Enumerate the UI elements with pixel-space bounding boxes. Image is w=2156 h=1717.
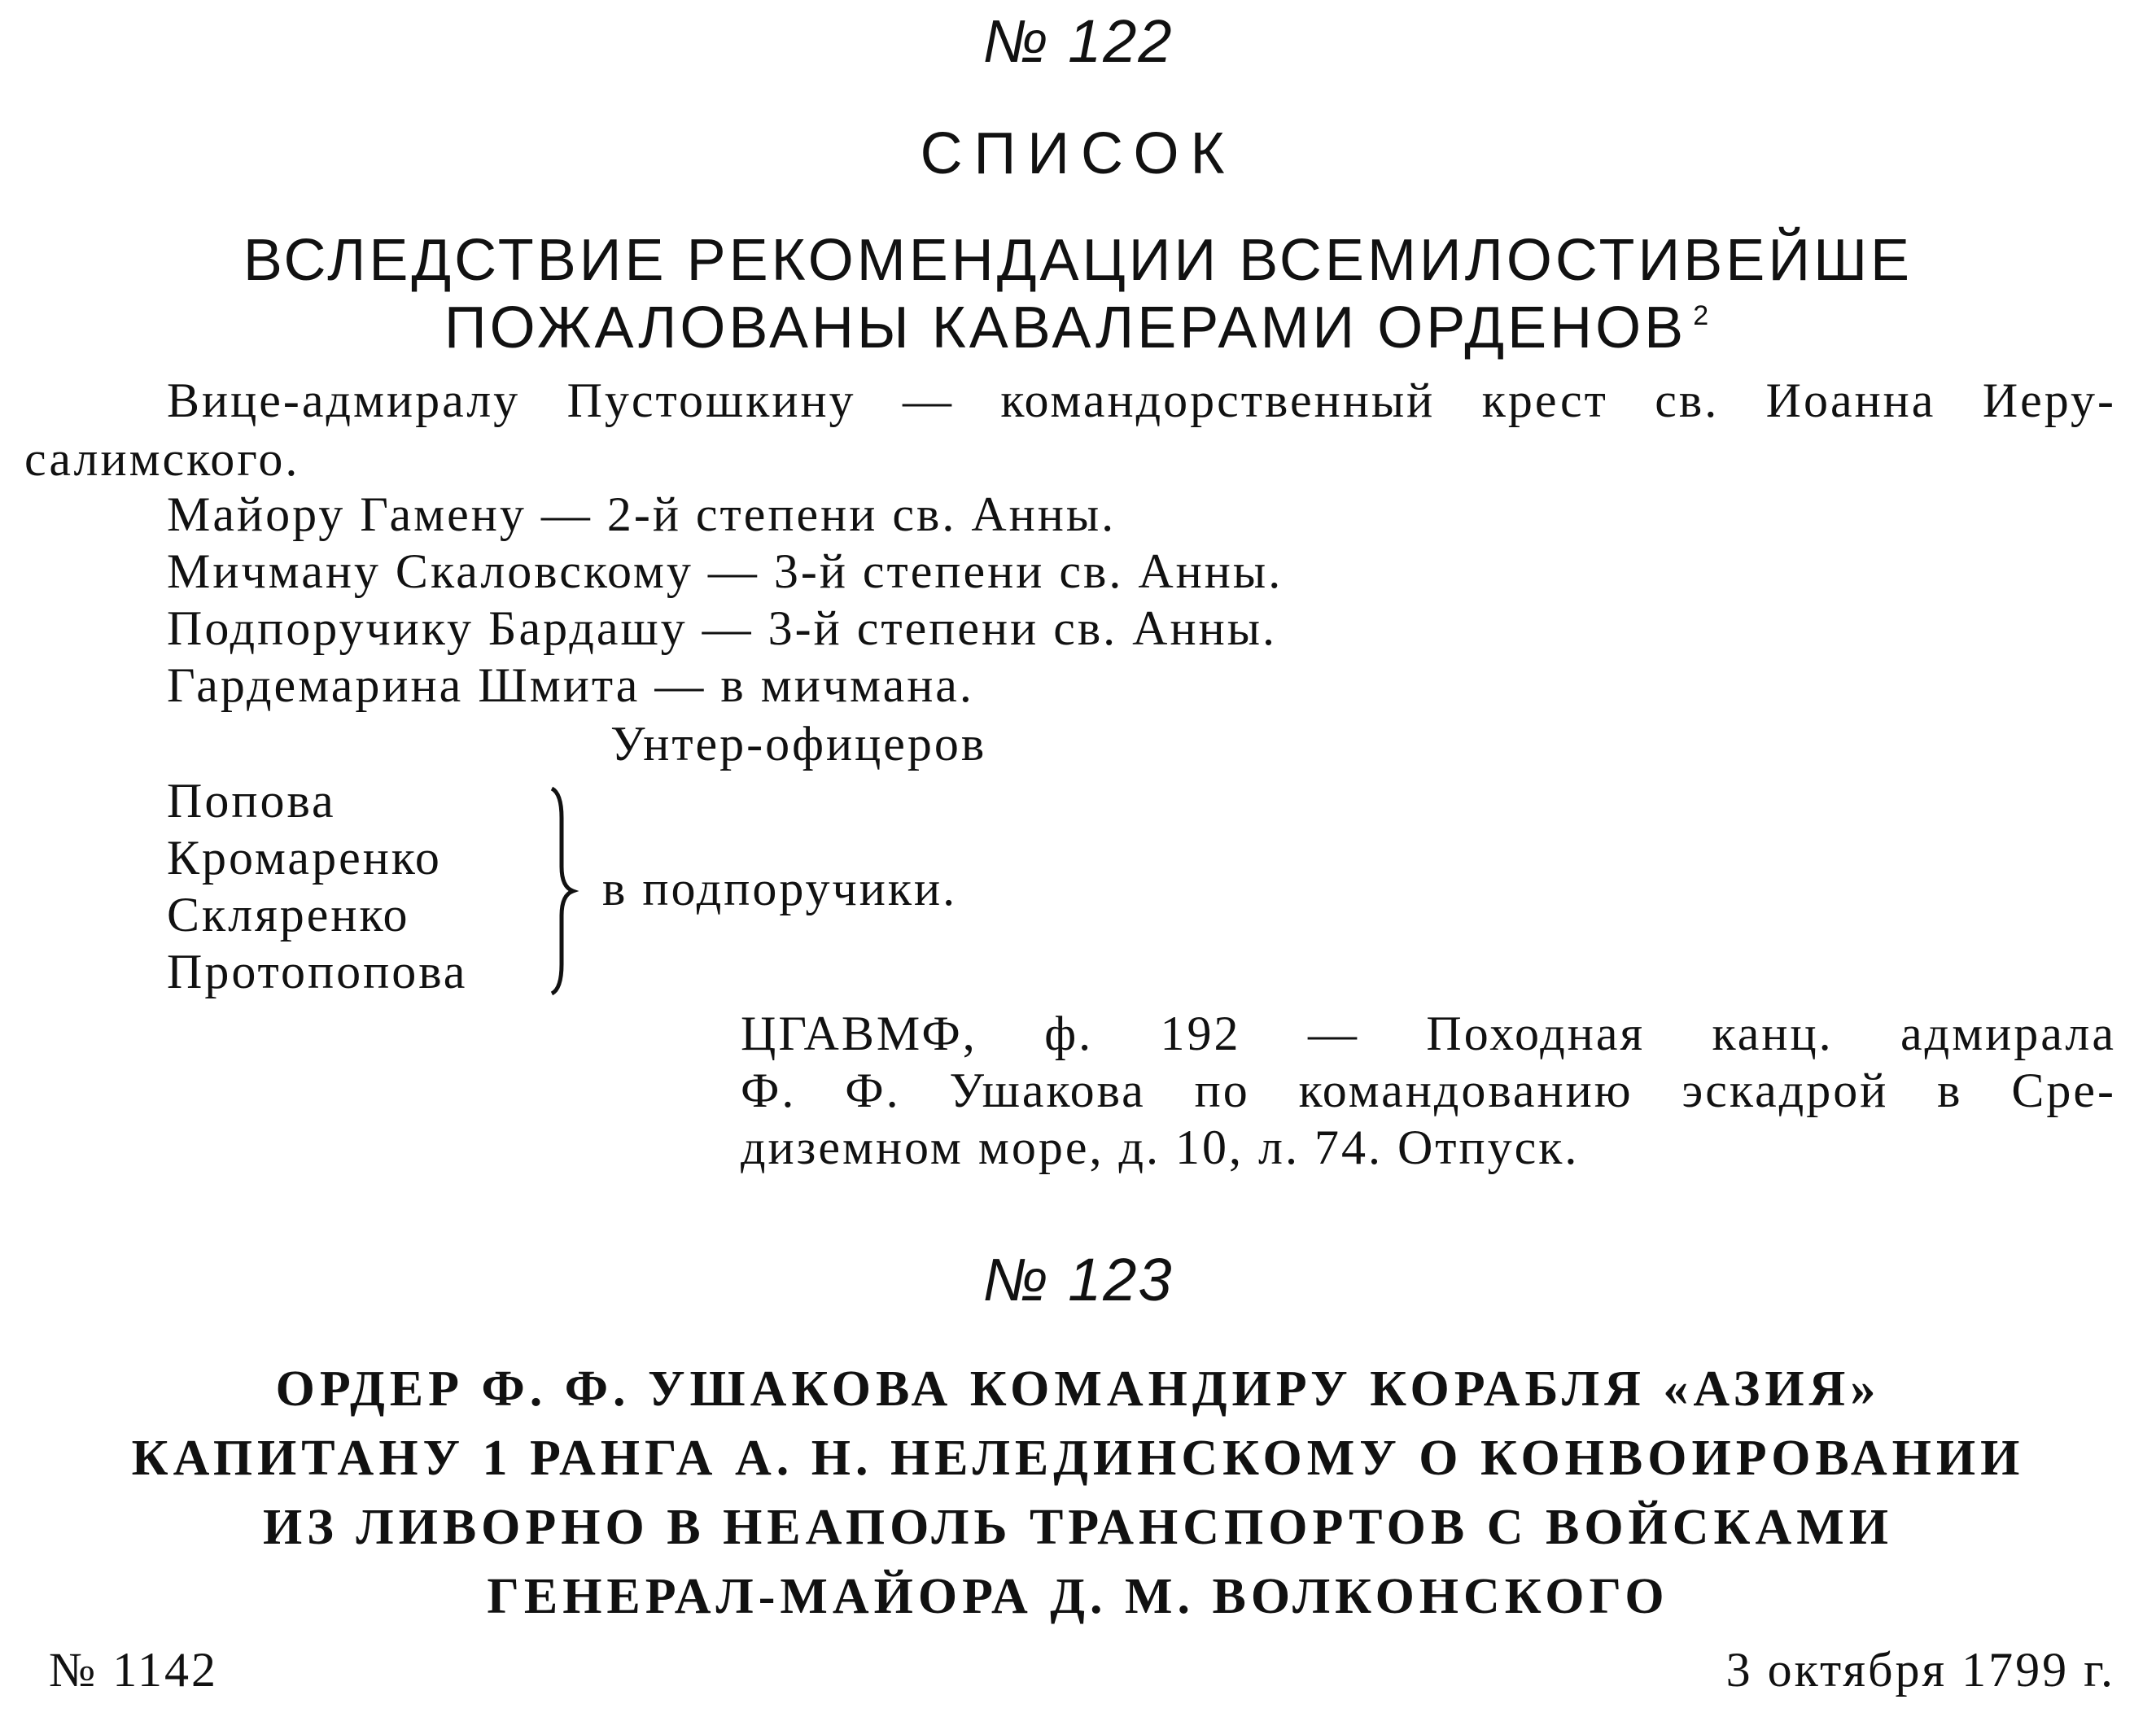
footnote-mark: 2 (1693, 300, 1712, 331)
group-name: Скляренко (167, 888, 410, 942)
award-paragraph-line1: Вице-адмиралу Пустошкину — командорственный крест св. Иоанна Иеру- (167, 374, 2116, 427)
doc-123-title-line1: ОРДЕР Ф. Ф. УШАКОВА КОМАНДИРУ КОРАБЛЯ «АЗИЯ» (275, 1361, 1881, 1417)
order-number: № 1142 (49, 1643, 219, 1697)
group-heading: Унтер-офицеров (610, 717, 987, 771)
doc-122-subtitle-line2 (0, 285, 2156, 359)
doc-123-title-line3: ИЗ ЛИВОРНО В НЕАПОЛЬ ТРАНСПОРТОВ С ВОЙСКАМИ (262, 1500, 1894, 1555)
curly-brace (537, 785, 586, 997)
doc-123-title-line4: ГЕНЕРАЛ-МАЙОРА Д. М. ВОЛКОНСКОГО (487, 1569, 1669, 1624)
reference-line3: диземном море, д. 10, л. 74. Отпуск. (741, 1121, 1580, 1174)
doc-122-subtitle-text: ПОЖАЛОВАНЫ КАВАЛЕРАМИ ОРДЕНОВ (444, 295, 1687, 360)
doc-123-number: № 123 (982, 1246, 1174, 1313)
doc-122-number: № 122 (982, 7, 1174, 75)
award-paragraph-line2: салимского. (24, 432, 300, 486)
order-date: 3 октября 1799 г. (1725, 1643, 2115, 1697)
reference-line2: Ф. Ф. Ушакова по командованию эскадрой в Сре- (741, 1064, 2116, 1117)
award-line: Майору Гамену — 2-й степени св. Анны. (167, 487, 1117, 541)
award-line: Подпоручику Бардашу — 3-й степени св. Анны. (167, 601, 1278, 655)
doc-122-title: СПИСОК (920, 121, 1236, 186)
group-name: Попова (167, 774, 336, 828)
doc-122-subtitle-line1: ВСЛЕДСТВИЕ РЕКОМЕНДАЦИИ ВСЕМИЛОСТИВЕЙШЕ (243, 228, 1913, 293)
reference-line1: ЦГАВМФ, ф. 192 — Походная канц. адмирала (741, 1007, 2116, 1060)
group-result: в подпоручики. (602, 862, 958, 915)
group-name: Кромаренко (167, 831, 442, 885)
award-line: Мичману Скаловскому — 3-й степени св. Анны. (167, 544, 1284, 598)
doc-123-title-line2: КАПИТАНУ 1 РАНГА А. Н. НЕЛЕДИНСКОМУ О КОНВОИРОВАНИИ (131, 1431, 2025, 1486)
group-name: Протопопова (167, 945, 468, 998)
award-line: Гардемарина Шмита — в мичмана. (167, 658, 974, 712)
